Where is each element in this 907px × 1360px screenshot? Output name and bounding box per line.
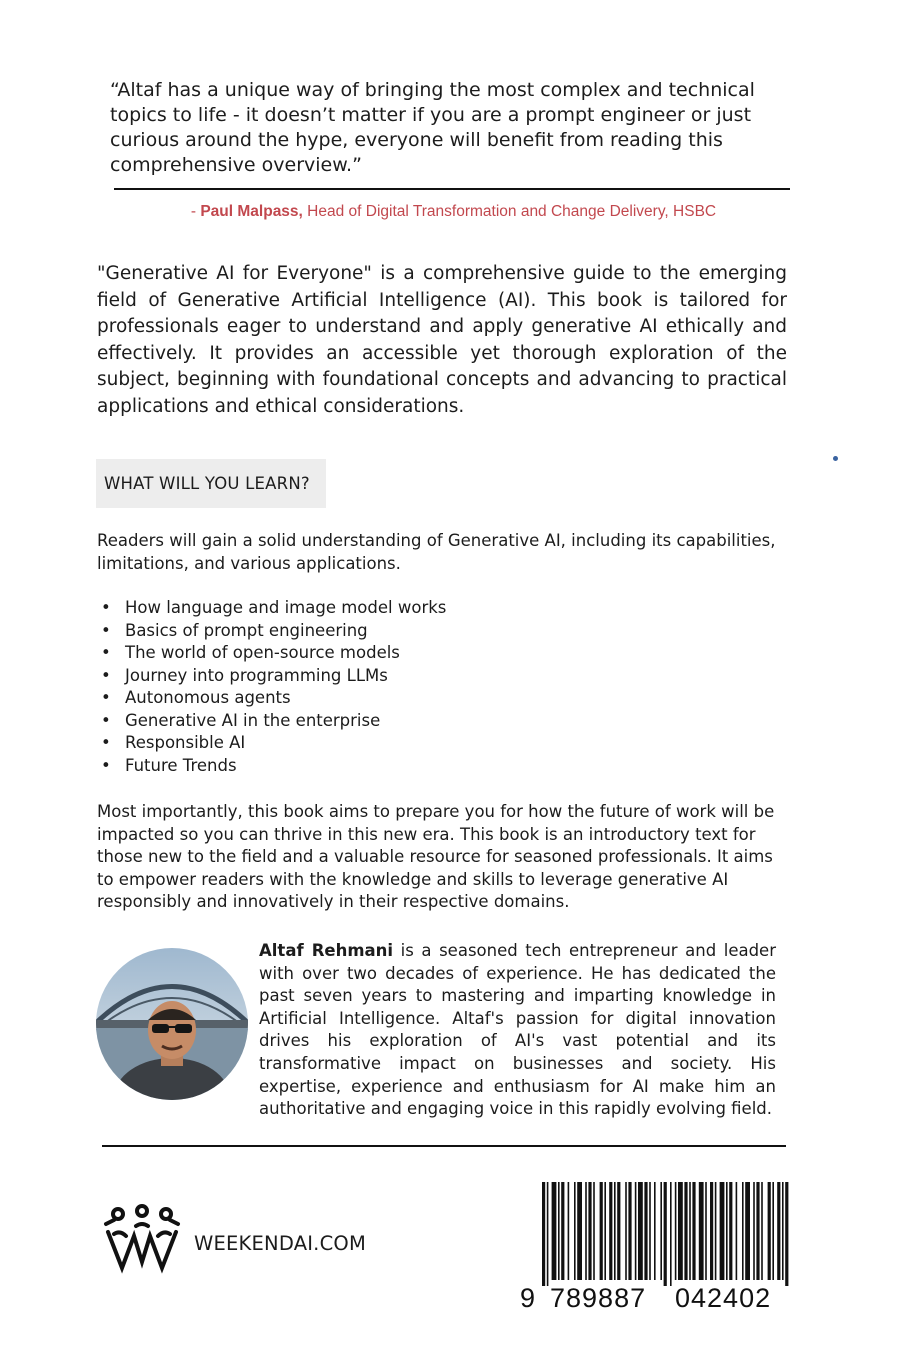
barcode-bar bbox=[628, 1182, 631, 1280]
learn-heading-box bbox=[96, 459, 326, 508]
bullet-glyph: • bbox=[101, 688, 111, 707]
topic-label: Autonomous agents bbox=[125, 688, 291, 707]
barcode-bar bbox=[692, 1182, 695, 1280]
learn-heading: WHAT WILL YOU LEARN? bbox=[104, 474, 310, 493]
barcode-bar bbox=[552, 1182, 557, 1280]
barcode-bar bbox=[736, 1182, 738, 1280]
barcode-bar bbox=[585, 1182, 587, 1280]
footer-divider bbox=[102, 1145, 786, 1147]
topic-item bbox=[97, 665, 446, 688]
book-description: "Generative AI for Everyone" is a comprehensive guide to the emerging field of Generative Artificial Intelligence (AI). This book is tailored for professionals eager to understand and apply generative AI ethically and effectively. It provides an accessible yet thorough exploration of the subject, beginning with foundational concepts and advancing to practical applications and ethical considerations. bbox=[97, 263, 787, 417]
barcode-bar bbox=[675, 1182, 677, 1280]
topic-item bbox=[97, 710, 446, 733]
author-photo bbox=[96, 948, 248, 1100]
topic-item bbox=[97, 755, 446, 778]
barcode-bar bbox=[753, 1182, 755, 1280]
bullet-glyph: • bbox=[101, 643, 111, 662]
barcode-bar bbox=[561, 1182, 564, 1280]
barcode-digit-first: 9 bbox=[520, 1283, 536, 1313]
bullet-glyph: • bbox=[101, 620, 111, 640]
barcode-bar bbox=[649, 1182, 651, 1280]
topic-label: Basics of prompt engineering bbox=[125, 620, 368, 640]
attribution-author: Paul Malpass, bbox=[200, 203, 303, 220]
attribution-dash: - bbox=[190, 203, 201, 220]
learn-summary: Readers will gain a solid understanding of Generative AI, including its capabilities, limitations, and various applications. bbox=[97, 531, 776, 573]
barcode-bar bbox=[772, 1182, 774, 1280]
author-bio-text: is a seasoned tech entrepreneur and leader with over two decades of experience. He has dedicated the past seven years to mastering and imparting knowledge in Artificial Intelligence. Altaf's passion for digital innovation drives his exploration of AI's vast potential and its transformative impact on businesses and society. His expertise, experience and enthusiasm for AI make him an authoritative and engaging voice in this rapidly evolving field. bbox=[259, 941, 776, 1119]
barcode-bar bbox=[768, 1182, 771, 1280]
barcode-bar bbox=[660, 1182, 662, 1280]
barcode-bar bbox=[782, 1182, 784, 1280]
barcode-bar bbox=[664, 1182, 667, 1286]
endorsement-quote: “Altaf has a unique way of bringing the most complex and technical topics to life - it doesn’t matter if you are a prompt engineer or just curious around the hype, everyone will benefit from reading this comprehensive overview.” bbox=[110, 79, 755, 176]
topic-item bbox=[97, 687, 446, 710]
barcode-bar bbox=[710, 1182, 713, 1280]
barcode-bar bbox=[644, 1182, 647, 1280]
barcode-bar bbox=[670, 1182, 672, 1286]
barcode-bar bbox=[625, 1182, 627, 1280]
barcode-bar bbox=[542, 1182, 545, 1286]
author-bio bbox=[259, 940, 776, 1121]
barcode-bar bbox=[574, 1182, 576, 1280]
bullet-glyph: • bbox=[101, 598, 111, 617]
closing-paragraph: Most importantly, this book aims to prepare you for how the future of work will be impacted so you can thrive in this new era. This book is an introductory text for those new to the field and a valuable resource for seasoned professionals. It aims to empower readers with the knowledge and skills to leverage generative AI responsibly and innovatively in their respective domains. bbox=[97, 802, 775, 912]
barcode-bar bbox=[547, 1182, 549, 1286]
topic-item bbox=[97, 732, 446, 755]
barcode-bar bbox=[678, 1182, 683, 1280]
isbn-barcode bbox=[510, 1178, 800, 1318]
topic-label: How language and image model works bbox=[125, 598, 447, 617]
bullet-glyph: • bbox=[101, 733, 111, 752]
barcode-bar bbox=[684, 1182, 687, 1280]
decorative-dot bbox=[833, 456, 838, 461]
bullet-glyph: • bbox=[101, 665, 111, 685]
topic-list bbox=[97, 597, 446, 777]
barcode-bar bbox=[742, 1182, 744, 1280]
barcode-bar bbox=[617, 1182, 620, 1280]
barcode-bar bbox=[600, 1182, 603, 1280]
quote-divider bbox=[114, 188, 790, 190]
topic-label: Journey into programming LLMs bbox=[125, 665, 388, 685]
publisher-website: WEEKENDAI.COM bbox=[194, 1232, 366, 1255]
barcode-bar bbox=[635, 1182, 637, 1280]
barcode-bar bbox=[638, 1182, 643, 1280]
topic-label: Generative AI in the enterprise bbox=[125, 710, 381, 730]
topic-item bbox=[97, 620, 446, 643]
barcode-bar bbox=[614, 1182, 616, 1280]
barcode-bar bbox=[761, 1182, 763, 1280]
barcode-bar bbox=[593, 1182, 595, 1280]
author-name: Altaf Rehmani bbox=[259, 941, 394, 960]
barcode-bar bbox=[604, 1182, 606, 1280]
barcode-bar bbox=[756, 1182, 759, 1280]
barcode-bar bbox=[689, 1182, 691, 1280]
barcode-bar bbox=[654, 1182, 656, 1280]
attribution-role: Head of Digital Transformation and Change Delivery, HSBC bbox=[302, 203, 717, 220]
barcode-bar bbox=[568, 1182, 570, 1280]
barcode-bar bbox=[726, 1182, 728, 1280]
barcode-bar bbox=[720, 1182, 725, 1280]
barcode-bar bbox=[558, 1182, 560, 1280]
topic-item bbox=[97, 642, 446, 665]
barcode-bar bbox=[609, 1182, 612, 1280]
barcode-bar bbox=[588, 1182, 591, 1280]
topic-label: Future Trends bbox=[125, 755, 237, 775]
barcode-bar bbox=[705, 1182, 707, 1280]
barcode-bar bbox=[729, 1182, 732, 1280]
quote-attribution bbox=[0, 203, 907, 221]
barcode-bar bbox=[745, 1182, 750, 1280]
barcode-bar bbox=[715, 1182, 717, 1280]
barcode-bar bbox=[699, 1182, 704, 1280]
topic-item bbox=[97, 597, 446, 620]
topic-label: The world of open-source models bbox=[125, 643, 400, 662]
bullet-glyph: • bbox=[101, 710, 111, 730]
barcode-digits-left: 789887 bbox=[550, 1283, 647, 1313]
barcode-bar bbox=[777, 1182, 780, 1280]
weekendai-logo-icon bbox=[100, 1204, 184, 1276]
barcode-bar bbox=[785, 1182, 788, 1286]
topic-label: Responsible AI bbox=[125, 733, 246, 752]
barcode-bar bbox=[577, 1182, 582, 1280]
barcode-digits-right: 042402 bbox=[675, 1283, 772, 1313]
bullet-glyph: • bbox=[101, 755, 111, 775]
